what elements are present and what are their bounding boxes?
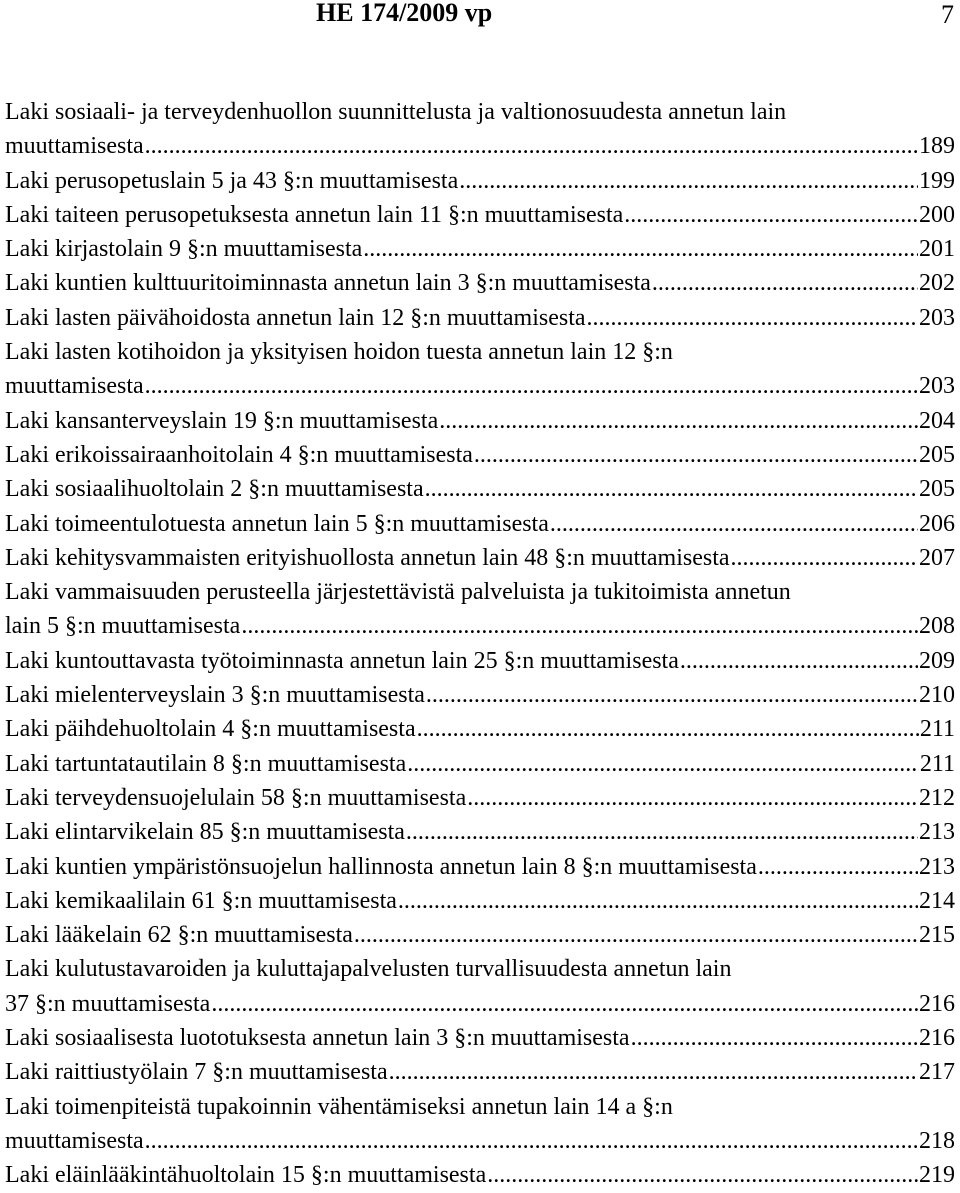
- toc-entry-title: lain 5 §:n muuttamisesta: [5, 613, 241, 640]
- toc-entry-title: 37 §:n muuttamisesta: [5, 990, 211, 1017]
- dot-leader: [145, 1124, 918, 1158]
- toc-entry-page: 210: [919, 682, 955, 709]
- dot-leader: [550, 507, 918, 541]
- dot-leader: [758, 850, 918, 884]
- toc-entry-line: [5, 129, 955, 163]
- toc-entry: [5, 541, 955, 575]
- toc-entry: [5, 95, 955, 164]
- toc-entry-line: [5, 644, 955, 678]
- toc-entry-title: Laki tartuntatautilain 8 §:n muuttamisesta: [5, 750, 407, 777]
- toc-entry-line: [5, 198, 955, 232]
- toc-entry-page: 205: [919, 441, 955, 468]
- toc-entry-title-line: Laki toimenpiteistä tupakoinnin vähentämiseksi annetun lain 14 a §:n: [5, 1093, 673, 1120]
- toc-entry-title: Laki kuntien ympäristönsuojelun hallinnosta annetun lain 8 §:n muuttamisesta: [5, 853, 757, 880]
- toc-entry-page: 205: [919, 476, 955, 503]
- dot-leader: [389, 1055, 918, 1089]
- toc-entry-title: Laki kemikaalilain 61 §:n muuttamisesta: [5, 887, 397, 914]
- toc-entry-line: [5, 678, 955, 712]
- toc-entry-title: Laki sosiaalisesta luototuksesta annetun lain 3 §:n muuttamisesta: [5, 1025, 630, 1052]
- toc-entry-line: [5, 438, 955, 472]
- toc-entry: [5, 781, 955, 815]
- dot-leader: [426, 678, 918, 712]
- toc-entry: [5, 1090, 955, 1159]
- dot-leader: [363, 232, 918, 266]
- dot-leader: [459, 164, 918, 198]
- toc-entry-page: 219: [919, 1162, 955, 1189]
- toc-entry-line: [5, 541, 955, 575]
- toc-entry-line: [5, 1021, 955, 1055]
- toc-entry: [5, 198, 955, 232]
- toc-entry: [5, 712, 955, 746]
- toc-entry-line: [5, 1055, 955, 1089]
- toc-entry: [5, 575, 955, 644]
- toc-entry-page: 208: [919, 613, 955, 640]
- toc-entry: [5, 472, 955, 506]
- dot-leader: [354, 918, 918, 952]
- toc-entry: [5, 815, 955, 849]
- toc-entry-page: 204: [919, 407, 955, 434]
- toc-entry-page: 203: [919, 304, 955, 331]
- toc-entry: [5, 438, 955, 472]
- document-id: HE 174/2009 vp: [316, 0, 493, 27]
- toc-entry-page: 201: [919, 236, 955, 263]
- dot-leader: [474, 438, 918, 472]
- toc-entry-title-line: Laki lasten kotihoidon ja yksityisen hoidon tuesta annetun lain 12 §:n: [5, 339, 673, 366]
- toc-entry-line: [5, 987, 955, 1021]
- toc-entry-title: muuttamisesta: [5, 1127, 144, 1154]
- toc-entry-page: 213: [919, 819, 955, 846]
- toc-entry-line: [5, 712, 955, 746]
- toc-entry-title: muuttamisesta: [5, 133, 144, 160]
- toc-entry-line: [5, 781, 955, 815]
- toc-entry-line: [5, 815, 955, 849]
- toc-entry-line: [5, 850, 955, 884]
- toc-entry-line: [5, 1158, 955, 1192]
- toc-entry-page: 207: [919, 544, 955, 571]
- toc-entry-title: muuttamisesta: [5, 373, 144, 400]
- toc-entry-line: [5, 1124, 955, 1158]
- toc-entry-title-line: Laki kulutustavaroiden ja kuluttajapalvelusten turvallisuudesta annetun lain: [5, 956, 732, 983]
- toc-entry: [5, 266, 955, 300]
- toc-entry-title: Laki sosiaalihuoltolain 2 §:n muuttamisesta: [5, 476, 424, 503]
- toc-entry-title: Laki kansanterveyslain 19 §:n muuttamisesta: [5, 407, 439, 434]
- toc-entry-line: [5, 232, 955, 266]
- toc-entry-line: [5, 472, 955, 506]
- dot-leader: [439, 404, 918, 438]
- toc-entry-page: 215: [919, 922, 955, 949]
- toc-entry-line: [5, 369, 955, 403]
- toc-entry: [5, 918, 955, 952]
- toc-entry-title: Laki terveydensuojelulain 58 §:n muuttamisesta: [5, 784, 467, 811]
- toc-entry-page: 189: [919, 133, 955, 160]
- dot-leader: [631, 1021, 918, 1055]
- toc-entry-page: 218: [919, 1127, 955, 1154]
- toc-entry-title: Laki eläinlääkintähuoltolain 15 §:n muuttamisesta: [5, 1162, 487, 1189]
- toc-entry-title: Laki päihdehuoltolain 4 §:n muuttamisesta: [5, 716, 416, 743]
- dot-leader: [624, 198, 918, 232]
- toc-entry-page: 206: [919, 510, 955, 537]
- toc-entry-title-line: Laki sosiaali- ja terveydenhuollon suunnittelusta ja valtionosuudesta annetun lain: [5, 99, 787, 125]
- toc-entry-line: [5, 164, 955, 198]
- toc-entry-line: [5, 884, 955, 918]
- toc-entry-title-line: Laki vammaisuuden perusteella järjestettävistä palveluista ja tukitoimista annetun: [5, 579, 791, 606]
- toc-entry-line: [5, 507, 955, 541]
- dot-leader: [487, 1158, 918, 1192]
- dot-leader: [406, 815, 918, 849]
- toc-entry-line: [5, 918, 955, 952]
- toc-entry: [5, 1055, 955, 1089]
- page-number: 7: [941, 0, 954, 29]
- toc-entry-line: [5, 747, 955, 781]
- toc-entry-title: Laki lasten päivähoidosta annetun lain 12 §:n muuttamisesta: [5, 304, 586, 331]
- toc-entry-page: 212: [919, 784, 955, 811]
- toc-entry-title: Laki lääkelain 62 §:n muuttamisesta: [5, 922, 353, 949]
- toc-entry-title: Laki taiteen perusopetuksesta annetun lain 11 §:n muuttamisesta: [5, 201, 624, 228]
- toc-entry-title: Laki raittiustyölain 7 §:n muuttamisesta: [5, 1059, 388, 1086]
- toc-entry-page: 213: [919, 853, 955, 880]
- toc-entry: [5, 301, 955, 335]
- toc-entry: [5, 232, 955, 266]
- toc-entry-line: [5, 404, 955, 438]
- toc-entry-title: Laki mielenterveyslain 3 §:n muuttamisesta: [5, 682, 425, 709]
- toc-entry-title: Laki kirjastolain 9 §:n muuttamisesta: [5, 236, 363, 263]
- toc-entry: [5, 1158, 955, 1192]
- toc-entry-page: 217: [919, 1059, 955, 1086]
- dot-leader: [211, 987, 918, 1021]
- toc-entry: [5, 850, 955, 884]
- toc-entry-title: Laki kuntouttavasta työtoiminnasta annetun lain 25 §:n muuttamisesta: [5, 647, 679, 674]
- toc-entry-title: Laki elintarvikelain 85 §:n muuttamisesta: [5, 819, 405, 846]
- toc-entry-page: 202: [919, 270, 955, 297]
- table-of-contents: [5, 95, 955, 1193]
- toc-entry-title: Laki kehitysvammaisten erityishuollosta annetun lain 48 §:n muuttamisesta: [5, 544, 730, 571]
- toc-entry: [5, 644, 955, 678]
- dot-leader: [587, 301, 918, 335]
- toc-entry-page: 200: [919, 201, 955, 228]
- toc-entry-title: Laki kuntien kulttuuritoiminnasta annetun lain 3 §:n muuttamisesta: [5, 270, 651, 297]
- toc-entry: [5, 507, 955, 541]
- dot-leader: [145, 129, 918, 163]
- toc-entry-page: 203: [919, 373, 955, 400]
- toc-entry: [5, 952, 955, 1021]
- toc-entry: [5, 747, 955, 781]
- toc-entry-page: 216: [919, 1025, 955, 1052]
- toc-entry: [5, 678, 955, 712]
- toc-entry: [5, 1021, 955, 1055]
- toc-entry-line: [5, 301, 955, 335]
- toc-entry-title: Laki erikoissairaanhoitolain 4 §:n muuttamisesta: [5, 441, 473, 468]
- toc-entry-page: 211: [919, 750, 955, 777]
- dot-leader: [425, 472, 918, 506]
- toc-entry-line: [5, 609, 955, 643]
- toc-entry-page: 214: [919, 887, 955, 914]
- toc-entry: [5, 164, 955, 198]
- toc-entry-title: Laki perusopetuslain 5 ja 43 §:n muuttamisesta: [5, 167, 459, 194]
- toc-entry-line: [5, 266, 955, 300]
- toc-entry-page: 199: [919, 167, 955, 194]
- dot-leader: [467, 781, 918, 815]
- dot-leader: [731, 541, 918, 575]
- toc-entry: [5, 335, 955, 404]
- page-header: [0, 0, 960, 30]
- dot-leader: [398, 884, 918, 918]
- toc-entry-page: 211: [919, 716, 955, 743]
- dot-leader: [241, 609, 918, 643]
- toc-entry-page: 209: [919, 647, 955, 674]
- toc-entry: [5, 884, 955, 918]
- dot-leader: [145, 369, 918, 403]
- toc-entry-title: Laki toimeentulotuesta annetun lain 5 §:n muuttamisesta: [5, 510, 549, 537]
- dot-leader: [417, 712, 919, 746]
- toc-entry-page: 216: [919, 990, 955, 1017]
- dot-leader: [407, 747, 919, 781]
- dot-leader: [680, 644, 918, 678]
- dot-leader: [652, 266, 918, 300]
- toc-entry: [5, 404, 955, 438]
